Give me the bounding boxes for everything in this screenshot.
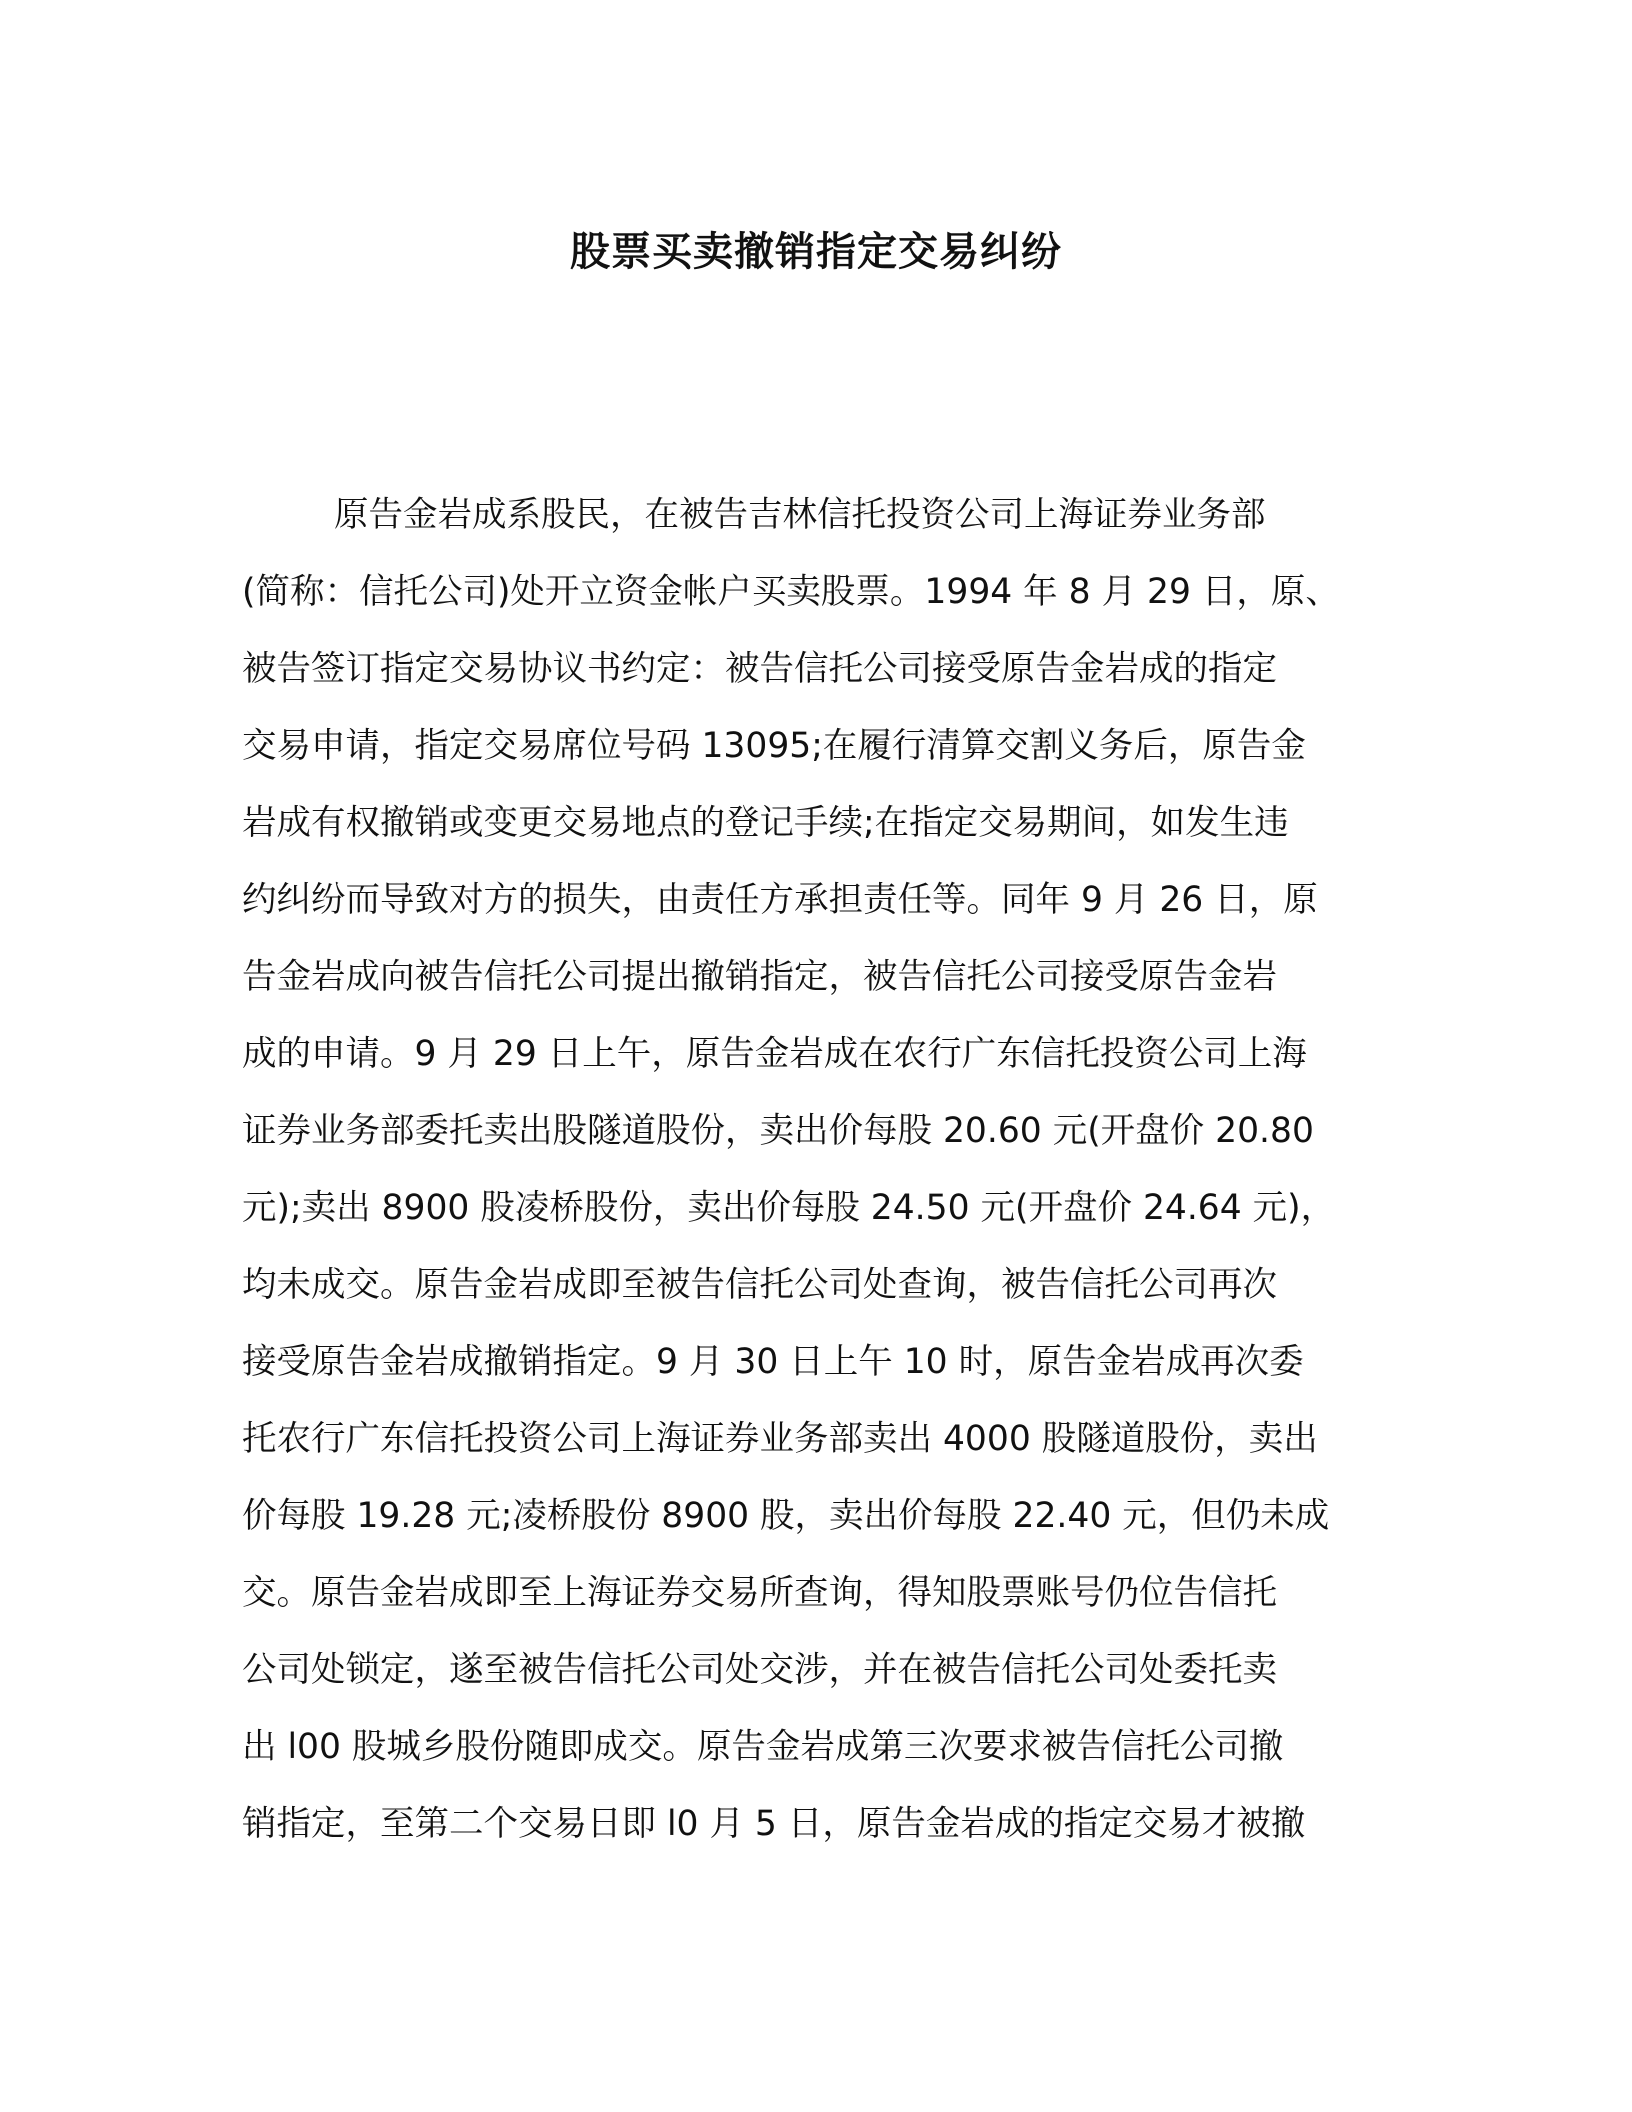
paragraph-line: 元);卖出 8900 股凌桥股份，卖出价每股 24.50 元(开盘价 24.64 元)， [242, 1188, 1336, 1228]
paragraph-line: 交易申请，指定交易席位号码 13095;在履行清算交割义务后，原告金 [242, 726, 1306, 766]
paragraph-line: 销指定，至第二个交易日即 l0 月 5 日，原告金岩成的指定交易才被撤 [242, 1804, 1306, 1844]
paragraph-line: 约纠纷而导致对方的损失，由责任方承担责任等。同年 9 月 26 日，原 [242, 880, 1318, 920]
paragraph-line: (简称：信托公司)处开立资金帐户买卖股票。1994 年 8 月 29 日，原、 [242, 572, 1340, 612]
paragraph-line: 公司处锁定，遂至被告信托公司处交涉，并在被告信托公司处委托卖 [242, 1650, 1277, 1690]
paragraph-line: 出 l00 股城乡股份随即成交。原告金岩成第三次要求被告信托公司撤 [242, 1727, 1284, 1767]
paragraph-line: 被告签订指定交易协议书约定：被告信托公司接受原告金岩成的指定 [242, 649, 1277, 689]
paragraph-line: 证券业务部委托卖出股隧道股份，卖出价每股 20.60 元(开盘价 20.80 [242, 1111, 1314, 1151]
paragraph-line: 价每股 19.28 元;凌桥股份 8900 股，卖出价每股 22.40 元，但仍未成 [242, 1496, 1330, 1536]
paragraph-line: 原告金岩成系股民，在被告吉林信托投资公司上海证券业务部 [334, 495, 1266, 535]
document-title: 股票买卖撤销指定交易纠纷 [570, 229, 1062, 275]
paragraph-line: 成的申请。9 月 29 日上午，原告金岩成在农行广东信托投资公司上海 [242, 1034, 1307, 1074]
paragraph-line: 告金岩成向被告信托公司提出撤销指定，被告信托公司接受原告金岩 [242, 957, 1277, 997]
paragraph-line: 交。原告金岩成即至上海证券交易所查询，得知股票账号仍位告信托 [242, 1573, 1277, 1613]
paragraph-line: 岩成有权撤销或变更交易地点的登记手续;在指定交易期间，如发生违 [242, 803, 1289, 843]
paragraph-line: 接受原告金岩成撤销指定。9 月 30 日上午 10 时，原告金岩成再次委 [242, 1342, 1304, 1382]
paragraph-line: 托农行广东信托投资公司上海证券业务部卖出 4000 股隧道股份，卖出 [242, 1419, 1318, 1459]
paragraph-line: 均未成交。原告金岩成即至被告信托公司处查询，被告信托公司再次 [242, 1265, 1277, 1305]
